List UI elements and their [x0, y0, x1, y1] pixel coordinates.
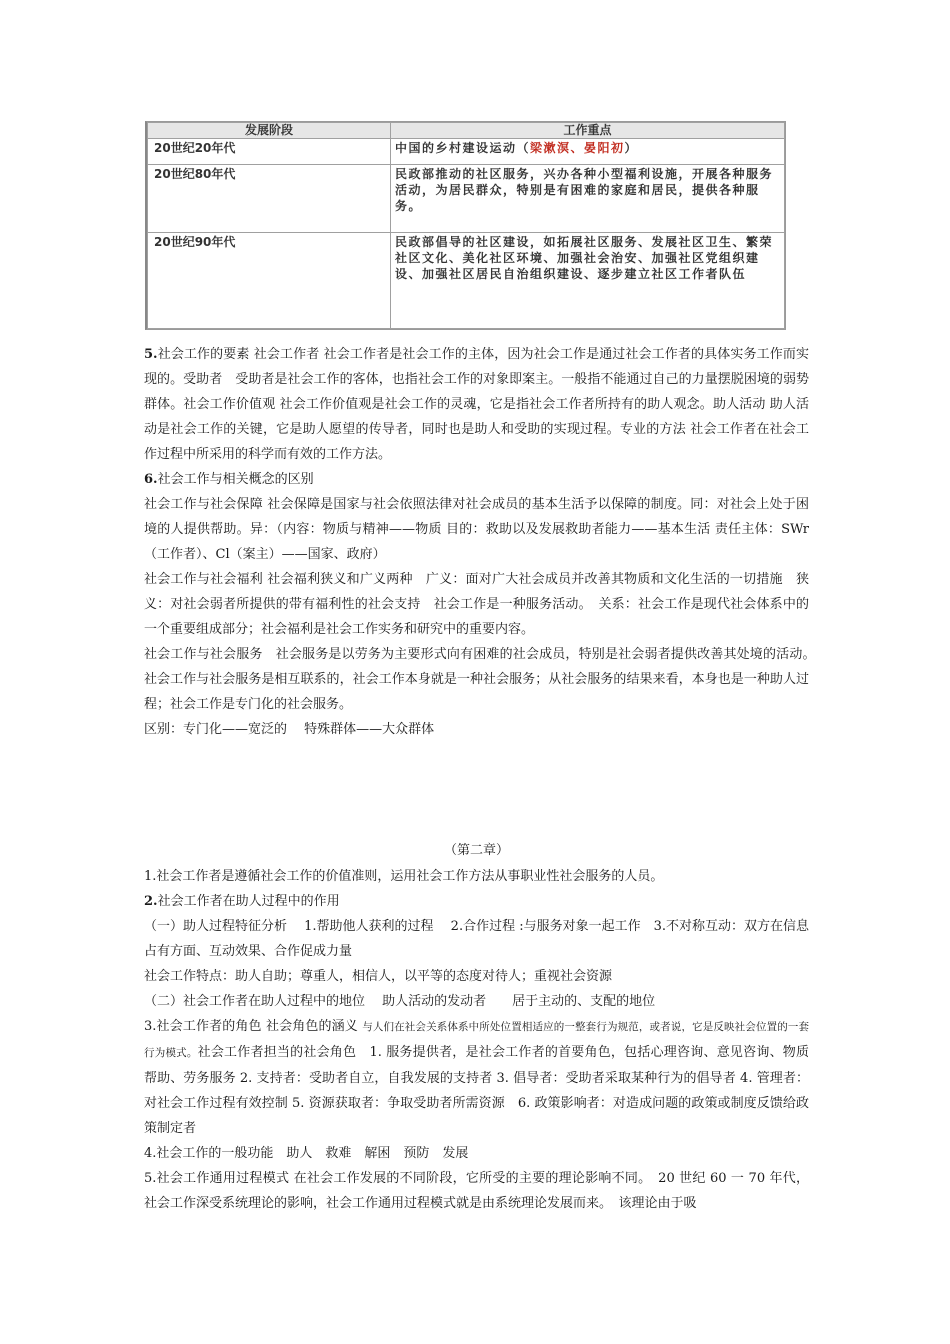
section-two: [144, 864, 809, 1216]
stage-cell: 20世纪90年代: [148, 233, 391, 329]
table-row: [148, 139, 785, 165]
paragraph-position: （二）社会工作者在助人过程中的地位 助人活动的发动者 居于主动的、支配的地位: [144, 994, 656, 1009]
paragraph-elements: 5.社会工作的要素 社会工作者 社会工作者是社会工作的主体，因为社会工作是通过社会工作者的具体实务工作而实现的。受助者 受助者是社会工作的客体，也指社会工作的对象即案主。一般指不能通过自己的力量摆脱困境的弱势群体。社会工作价值观 社会工作价值观是社会工作的灵魂，它是指社会工作者所持有的助人观念。助人活动 助人活动是社会工作的关键，它是助人愿望的传导者，同时也是助人和受助的实现过程。专业的方法 社会工作者在社会工作过程中所采用的科学而有效的工作方法。: [144, 347, 809, 462]
paragraph-social-security: 社会工作与社会保障 社会保障是国家与社会依照法律对社会成员的基本生活予以保障的制度。同：对社会上处于困境的人提供帮助。异：（内容：物质与精神——物质 目的：救助以及发展救助者能力——基本生活 责任主体：SWr（工作者）、Cl（案主）——国家、政府）: [144, 497, 809, 562]
section-one: [144, 342, 823, 742]
paragraph-roles: 3.社会工作者的角色 社会角色的涵义 与人们在社会关系体系中所处位置相适应的一整套行为规范，或者说，它是反映社会位置的一套行为模式。社会工作者担当的社会角色 1. 服务提供者，是社会工作者的首要角色，包括心理咨询、意见咨询、物质帮助、劳务服务 2. 支持者：受助者自立，自我发展的支持者 3. 倡导者：受助者采取某种行为的倡导者 4. 管理者：对社会工作过程有效控制 5. 资源获取者：争取受助者所需资源 6. 政策影响者：对造成问题的政策或制度反馈给政策制定者: [144, 1019, 810, 1136]
stage-cell: 20世纪80年代: [148, 165, 391, 233]
paragraph-difference: 区别：专门化——宽泛的 特殊群体——大众群体: [144, 722, 435, 737]
stage-cell: 20世纪20年代: [148, 139, 391, 165]
paragraph-social-service: 社会工作与社会服务 社会服务是以劳务为主要形式向有困难的社会成员，特别是社会弱者提供改善其处境的活动。 社会工作与社会服务是相互联系的，社会工作本身就是一种社会服务；从社会服务的结果来看，本身也是一种助人过程；社会工作是专门化的社会服务。: [144, 647, 823, 712]
highlighted-names: 梁漱溟、晏阳初: [530, 141, 625, 155]
paragraph-role-heading: 2.社会工作者在助人过程中的作用: [144, 894, 340, 909]
chapter-title: （第二章）: [443, 843, 509, 858]
focus-cell: 中国的乡村建设运动（梁漱溟、晏阳初）: [391, 139, 785, 165]
header-stage: 发展阶段: [148, 123, 391, 139]
paragraph-functions: 4.社会工作的一般功能 助人 救难 解困 预防 发展: [144, 1146, 469, 1161]
focus-cell: 民政部倡导的社区建设，如拓展社区服务、发展社区卫生、繁荣社区文化、美化社区环境、加强社会治安、加强社区党组织建设、加强社区居民自治组织建设、逐步建立社区工作者队伍: [391, 233, 785, 329]
paragraph-definition: 1.社会工作者是遵循社会工作的价值准则，运用社会工作方法从事职业性社会服务的人员。: [144, 869, 664, 884]
paragraph-distinction-heading: 6.社会工作与相关概念的区别: [144, 472, 314, 487]
table-row: [148, 233, 785, 329]
development-stage-table: [145, 121, 786, 330]
paragraph-process-model: 5.社会工作通用过程模式 在社会工作发展的不同阶段，它所受的主要的理论影响不同。 20 世纪 60 一 70 年代，社会工作深受系统理论的影响，社会工作通用过程模式就是由系统理论发展而来。 该理论由于吸: [144, 1171, 809, 1211]
paragraph-social-welfare: 社会工作与社会福利 社会福利狭义和广义两种 广义：面对广大社会成员并改善其物质和文化生活的一切措施 狭义：对社会弱者所提供的带有福利性的社会支持 社会工作是一种服务活动。 关系：社会工作是现代社会体系中的一个重要组成部分；社会福利是社会工作实务和研究中的重要内容。: [144, 572, 809, 637]
paragraph-characteristics: 社会工作特点：助人自助；尊重人，相信人，以平等的态度对待人；重视社会资源: [144, 969, 613, 984]
focus-cell: 民政部推动的社区服务，兴办各种小型福利设施，开展各种服务活动，为居民群众，特别是有困难的家庭和居民，提供各种服务。: [391, 165, 785, 233]
paragraph-process-features: （一）助人过程特征分析 1.帮助他人获利的过程 2.合作过程 :与服务对象一起工作 3.不对称互动：双方在信息占有方面、互动效果、合作促成力量: [144, 919, 809, 959]
table-row: [148, 165, 785, 233]
header-focus: 工作重点: [391, 123, 785, 139]
